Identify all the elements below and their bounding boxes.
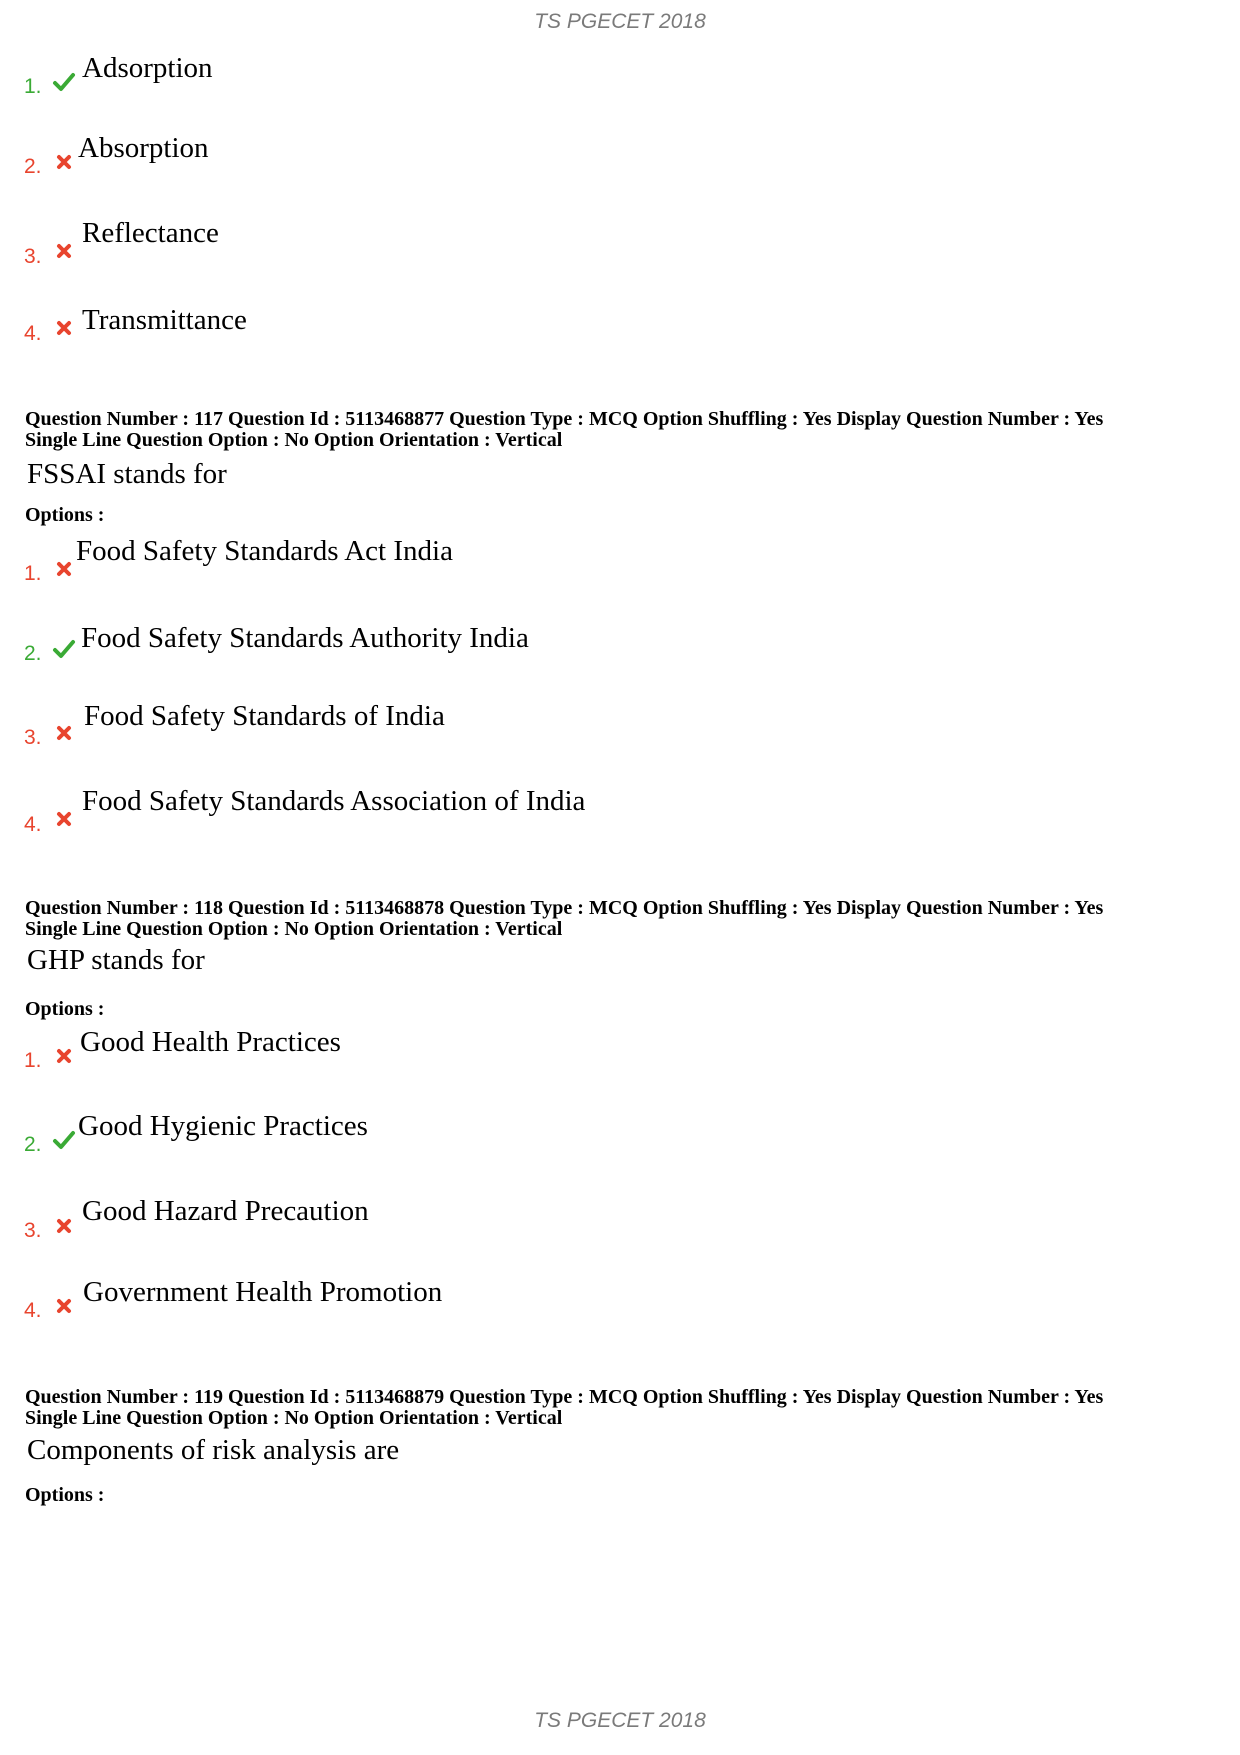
option-text: Absorption bbox=[78, 132, 209, 164]
question-meta-line: Question Number : 118 Question Id : 5113468878 Question Type : MCQ Option Shuffling : Yes Display Question Number : Yes bbox=[25, 897, 1104, 919]
option-text: Good Hygienic Practices bbox=[78, 1110, 368, 1142]
cross-icon bbox=[52, 239, 76, 263]
question-text: Components of risk analysis are bbox=[27, 1434, 400, 1466]
option-number: 4. bbox=[24, 813, 42, 836]
option-number: 4. bbox=[24, 1299, 42, 1322]
question-meta-line: Single Line Question Option : No Option Orientation : Vertical bbox=[25, 918, 563, 940]
cross-icon bbox=[52, 1214, 76, 1238]
question-meta-line: Question Number : 119 Question Id : 5113468879 Question Type : MCQ Option Shuffling : Yes Display Question Number : Yes bbox=[25, 1386, 1104, 1408]
cross-icon bbox=[52, 807, 76, 831]
options-label: Options : bbox=[25, 998, 105, 1020]
option-number: 3. bbox=[24, 726, 42, 749]
option-row bbox=[0, 52, 1200, 112]
cross-icon bbox=[52, 721, 76, 745]
option-number: 4. bbox=[24, 322, 42, 345]
option-text: Reflectance bbox=[82, 217, 219, 249]
option-text: Good Hazard Precaution bbox=[82, 1195, 369, 1227]
option-number: 1. bbox=[24, 1049, 42, 1072]
page-footer: TS PGECET 2018 bbox=[534, 1709, 706, 1732]
option-text: Transmittance bbox=[82, 304, 247, 336]
question-meta bbox=[25, 898, 1225, 940]
option-row bbox=[0, 1026, 1200, 1086]
option-number: 1. bbox=[24, 75, 42, 98]
option-row bbox=[0, 785, 1200, 845]
option-number: 2. bbox=[24, 155, 42, 178]
question-meta-line: Single Line Question Option : No Option Orientation : Vertical bbox=[25, 429, 563, 451]
option-number: 2. bbox=[24, 1133, 42, 1156]
option-text: Food Safety Standards Act India bbox=[76, 535, 453, 567]
cross-icon bbox=[52, 1294, 76, 1318]
option-text: Food Safety Standards of India bbox=[84, 700, 445, 732]
check-icon bbox=[52, 70, 76, 94]
option-number: 3. bbox=[24, 1219, 42, 1242]
option-row bbox=[0, 304, 1200, 364]
question-meta-line: Single Line Question Option : No Option Orientation : Vertical bbox=[25, 1407, 563, 1429]
question-text: FSSAI stands for bbox=[27, 458, 227, 490]
check-icon bbox=[52, 1128, 76, 1152]
question-text: GHP stands for bbox=[27, 944, 205, 976]
options-label: Options : bbox=[25, 1484, 105, 1506]
cross-icon bbox=[52, 316, 76, 340]
option-number: 2. bbox=[24, 642, 42, 665]
option-text: Food Safety Standards Authority India bbox=[81, 622, 529, 654]
option-row bbox=[0, 622, 1200, 682]
option-row bbox=[0, 1276, 1200, 1336]
cross-icon bbox=[52, 557, 76, 581]
option-row bbox=[0, 217, 1200, 277]
cross-icon bbox=[52, 1044, 76, 1068]
question-meta-line: Question Number : 117 Question Id : 5113468877 Question Type : MCQ Option Shuffling : Yes Display Question Number : Yes bbox=[25, 408, 1104, 430]
option-number: 1. bbox=[24, 562, 42, 585]
options-label: Options : bbox=[25, 504, 105, 526]
option-text: Adsorption bbox=[82, 52, 213, 84]
option-text: Food Safety Standards Association of India bbox=[82, 785, 586, 817]
question-meta bbox=[25, 1387, 1225, 1429]
option-number: 3. bbox=[24, 245, 42, 268]
cross-icon bbox=[52, 150, 76, 174]
page-header: TS PGECET 2018 bbox=[534, 10, 706, 33]
question-meta bbox=[25, 409, 1225, 451]
option-row bbox=[0, 535, 1200, 595]
option-text: Good Health Practices bbox=[80, 1026, 341, 1058]
option-row bbox=[0, 1110, 1200, 1170]
check-icon bbox=[52, 637, 76, 661]
option-row bbox=[0, 1195, 1200, 1255]
option-row bbox=[0, 132, 1200, 192]
option-row bbox=[0, 700, 1200, 760]
option-text: Government Health Promotion bbox=[83, 1276, 443, 1308]
